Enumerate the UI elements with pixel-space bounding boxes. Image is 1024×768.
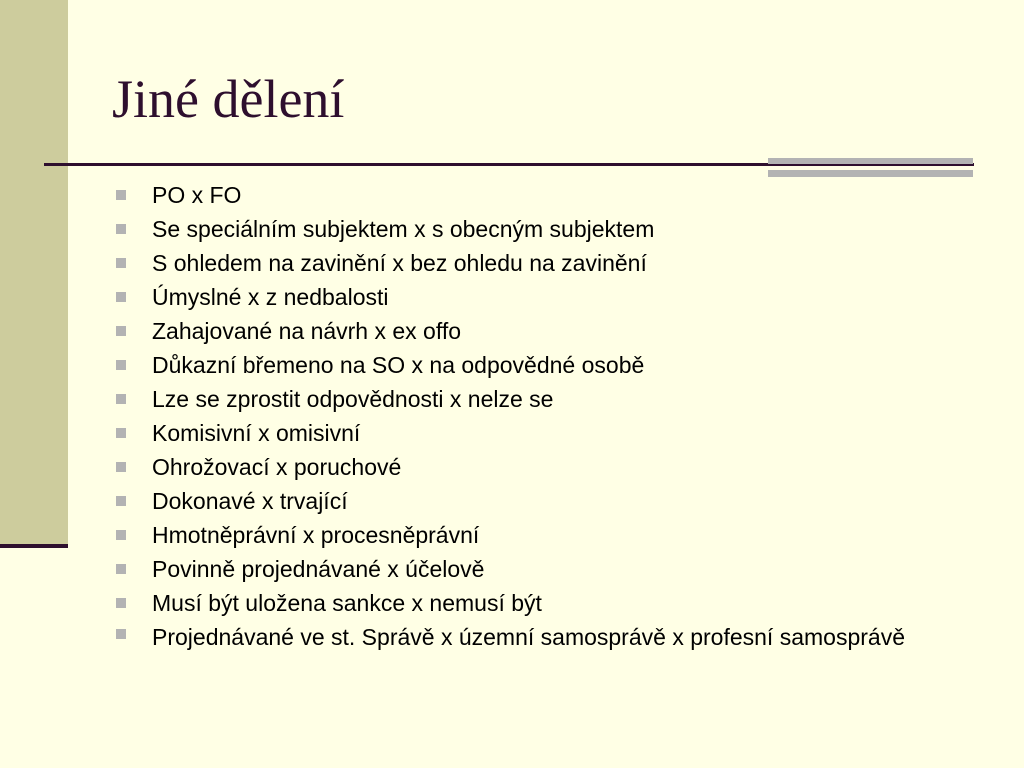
bullet-text: Ohrožovací x poruchové xyxy=(152,454,402,480)
bullet-item xyxy=(114,382,944,416)
square-bullet-icon xyxy=(116,360,126,370)
bullet-item xyxy=(114,212,944,246)
square-bullet-icon xyxy=(116,530,126,540)
bullet-item xyxy=(114,620,944,651)
bullet-text: Projednávané ve st. Správě x územní samosprávě x profesní samosprávě xyxy=(152,624,905,650)
side-decor-rule xyxy=(0,544,68,548)
accent-bar-bottom xyxy=(768,170,973,177)
bullet-item xyxy=(114,246,944,280)
square-bullet-icon xyxy=(116,190,126,200)
accent-bar-top xyxy=(768,158,973,164)
bullet-text: Hmotněprávní x procesněprávní xyxy=(152,522,480,548)
square-bullet-icon xyxy=(116,462,126,472)
square-bullet-icon xyxy=(116,564,126,574)
square-bullet-icon xyxy=(116,428,126,438)
bullet-item xyxy=(114,518,944,552)
side-decor-band xyxy=(0,0,68,544)
bullet-item xyxy=(114,416,944,450)
bullet-item xyxy=(114,314,944,348)
bullet-item xyxy=(114,280,944,314)
square-bullet-icon xyxy=(116,326,126,336)
bullet-item xyxy=(114,586,944,620)
bullet-text: Musí být uložena sankce x nemusí být xyxy=(152,590,542,616)
square-bullet-icon xyxy=(116,394,126,404)
bullet-item xyxy=(114,348,944,382)
square-bullet-icon xyxy=(116,629,126,639)
square-bullet-icon xyxy=(116,598,126,608)
bullet-item xyxy=(114,178,944,212)
bullet-item xyxy=(114,484,944,518)
bullet-text: Důkazní břemeno na SO x na odpovědné osobě xyxy=(152,352,645,378)
bullet-text: Lze se zprostit odpovědnosti x nelze se xyxy=(152,386,554,412)
square-bullet-icon xyxy=(116,224,126,234)
square-bullet-icon xyxy=(116,292,126,302)
bullet-text: Zahajované na návrh x ex offo xyxy=(152,318,462,344)
square-bullet-icon xyxy=(116,258,126,268)
bullet-text: Povinně projednávané x účelově xyxy=(152,556,485,582)
bullet-text: Komisivní x omisivní xyxy=(152,420,361,446)
bullet-list xyxy=(114,178,944,651)
square-bullet-icon xyxy=(116,496,126,506)
bullet-text: Se speciálním subjektem x s obecným subjektem xyxy=(152,216,655,242)
bullet-text: PO x FO xyxy=(152,182,242,208)
bullet-item xyxy=(114,450,944,484)
bullet-text: Úmyslné x z nedbalosti xyxy=(152,284,389,310)
slide-title: Jiné dělení xyxy=(112,69,345,129)
bullet-text: S ohledem na zavinění x bez ohledu na zavinění xyxy=(152,250,647,276)
bullet-item xyxy=(114,552,944,586)
bullet-text: Dokonavé x trvající xyxy=(152,488,348,514)
